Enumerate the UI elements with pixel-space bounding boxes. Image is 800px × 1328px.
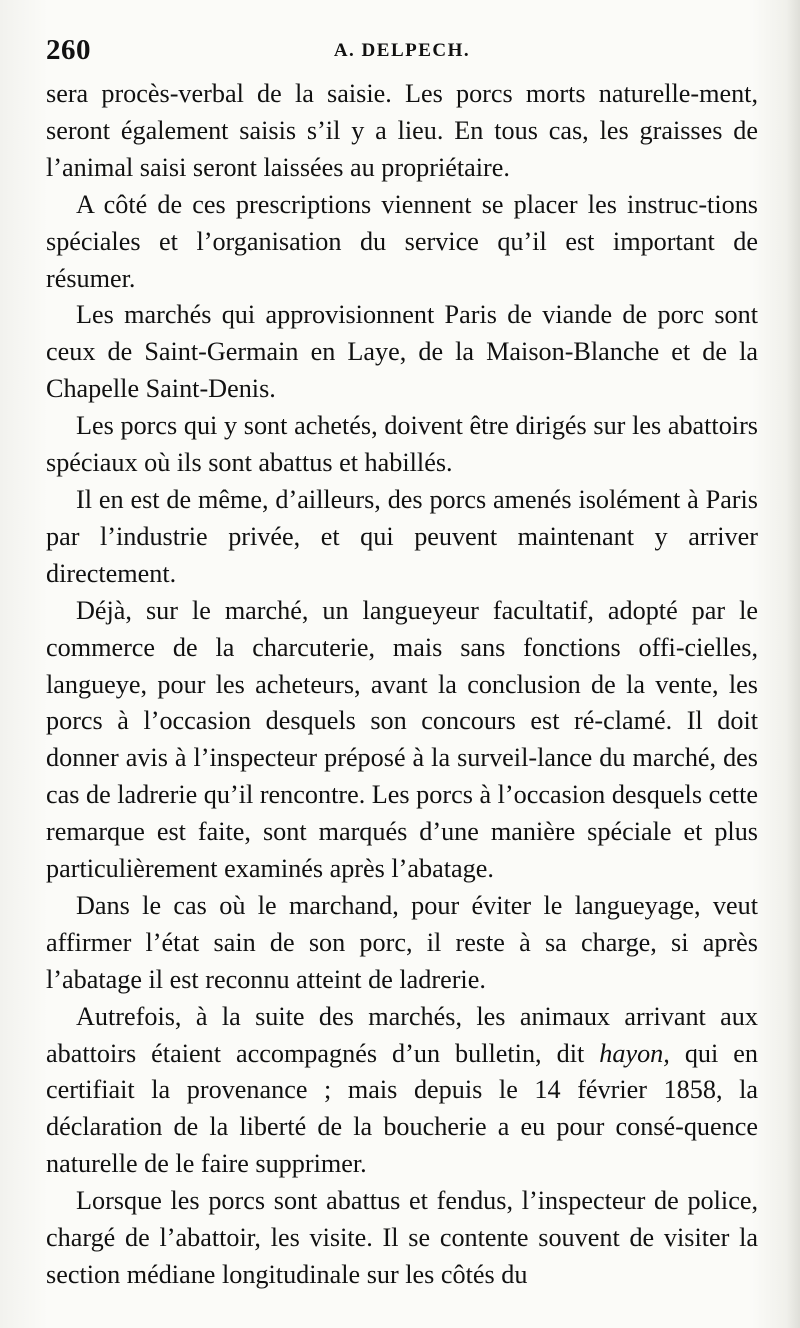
paragraph-9: Lorsque les porcs sont abattus et fendus, l’inspecteur de police, chargé de l’abattoir, les visite. Il se contente souvent de visiter la section médiane longitudinale sur les côtés du [46,1186,758,1289]
paragraph-8-italic-term: hayon, [599,1038,670,1068]
paragraph-8-text-before-italic: Autrefois, à la suite des marchés, les animaux arrivant aux abattoirs étaient accompagnés d’un bulletin, dit [46,1001,758,1068]
paragraph-2: A côté de ces prescriptions viennent se placer les instruc-tions spéciales et l’organisation du service qu’il est important de résumer. [46,189,758,293]
page-edge-shadow [786,0,800,1328]
body-text [46,76,758,1294]
paragraph-6: Déjà, sur le marché, un langueyeur facultatif, adopté par le commerce de la charcuterie, mais sans fonctions offi-cielles, langueye, pour les acheteurs, avant la conclusion de la vente, les porcs à l’occasion desquels son concours est ré-clamé. Il doit donner avis à l’inspecteur préposé à la surveil-lance du marché, des cas de ladrerie qu’il rencontre. Les porcs à l’occasion desquels cette remarque est faite, sont marqués d’une manière spéciale et plus particulièrement examinés après l’abatage. [46,595,758,884]
paragraph-3: Les marchés qui approvisionnent Paris de viande de porc sont ceux de Saint-Germain en Laye, de la Maison-Blanche et de la Chapelle Saint-Denis. [46,300,758,404]
paragraph-4: Les porcs qui y sont achetés, doivent être dirigés sur les abattoirs spéciaux où ils sont abattus et habillés. [46,411,758,478]
paragraph-8 [46,999,758,1184]
paragraph-8-text-after-italic: qui en certifiait la provenance ; mais depuis le 14 février 1858, la déclaration de la liberté de la boucherie a eu pour consé-quence naturelle de le faire supprimer. [46,1038,759,1179]
paragraph-7: Dans le cas où le marchand, pour éviter le langueyage, veut affirmer l’état sain de son porc, il reste à sa charge, si après l’abatage il est reconnu atteint de ladrerie. [46,890,758,994]
page-header [46,34,758,74]
paragraph-1: sera procès-verbal de la saisie. Les porcs morts naturelle-ment, seront également saisis s’il y a lieu. En tous cas, les graisses de l’animal saisi seront laissées au propriétaire. [46,79,758,182]
running-head: A. DELPECH. [333,40,471,61]
paragraph-5: Il en est de même, d’ailleurs, des porcs amenés isolément à Paris par l’industrie privée, et qui peuvent maintenant y arriver directement. [46,484,758,588]
page-number: 260 [46,34,91,66]
